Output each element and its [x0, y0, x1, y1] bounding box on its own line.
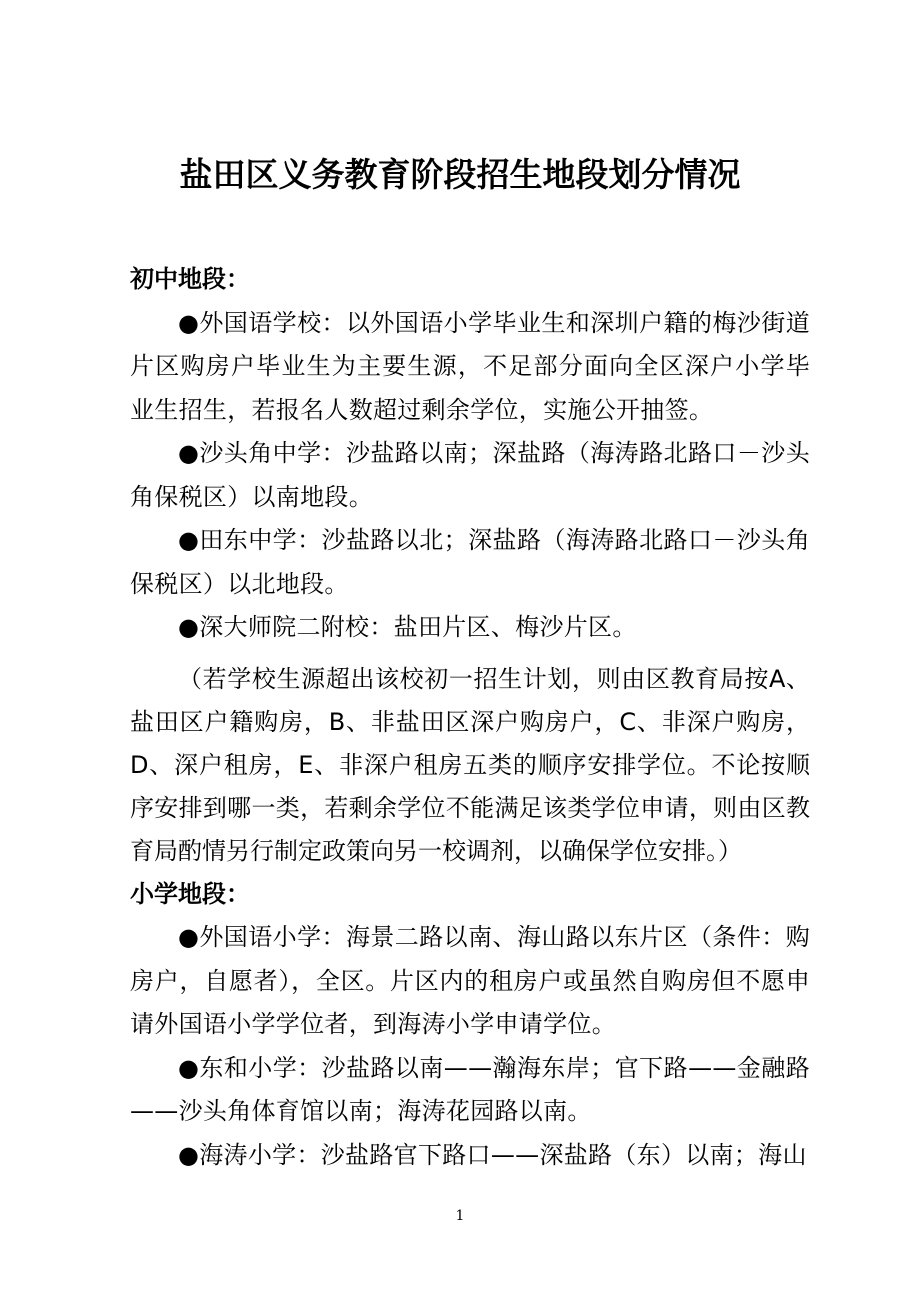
primary-item-donghe-primary: ●东和小学：沙盐路以南——瀚海东岸；官下路——金融路——沙头角体育馆以南；海涛花园路以南。 [130, 1053, 810, 1125]
document-body [130, 258, 810, 1177]
page-title: 盐田区义务教育阶段招生地段划分情况 [179, 155, 741, 194]
junior-item-tiandong-middle-school: ●田东中学：沙盐路以北；深盐路（海涛路北路口－沙头角保税区）以北地段。 [130, 526, 810, 598]
primary-item-foreign-language-primary: ●外国语小学：海景二路以南、海山路以东片区（条件：购房户，自愿者），全区。片区内的租房户或虽然自购房但不愿申请外国语小学学位者，到海涛小学申请学位。 [130, 923, 810, 1038]
junior-item-foreign-language-school: ●外国语学校：以外国语小学毕业生和深圳户籍的梅沙街道片区购房户毕业生为主要生源，不足部分面向全区深户小学毕业生招生，若报名人数超过剩余学位，实施公开抽签。 [130, 308, 810, 424]
primary-section-heading: 小学地段： [130, 879, 250, 908]
junior-section-heading: 初中地段： [130, 265, 250, 293]
page-number: 1 [455, 1208, 465, 1224]
junior-item-shatoujiao-middle-school: ●沙头角中学：沙盐路以南；深盐路（海涛路北路口－沙头角保税区）以南地段。 [130, 439, 810, 511]
junior-item-shenda-second-affiliated: ●深大师院二附校：盐田片区、梅沙片区。 [178, 613, 637, 641]
junior-allocation-note: （若学校生源超出该校初一招生计划，则由区教育局按A、盐田区户籍购房，B、非盐田区深户购房户，C、非深户购房，D、深户租房，E、非深户租房五类的顺序安排学位。不论按顺序安排到哪一类，若剩余学位不能满足该类学位申请，则由区教育局酌情另行制定政策向另一校调剂，以确保学位安排。） [130, 664, 810, 865]
primary-item-haitao-primary: ●海涛小学：沙盐路官下路口——深盐路（东）以南；海山 [178, 1140, 807, 1169]
